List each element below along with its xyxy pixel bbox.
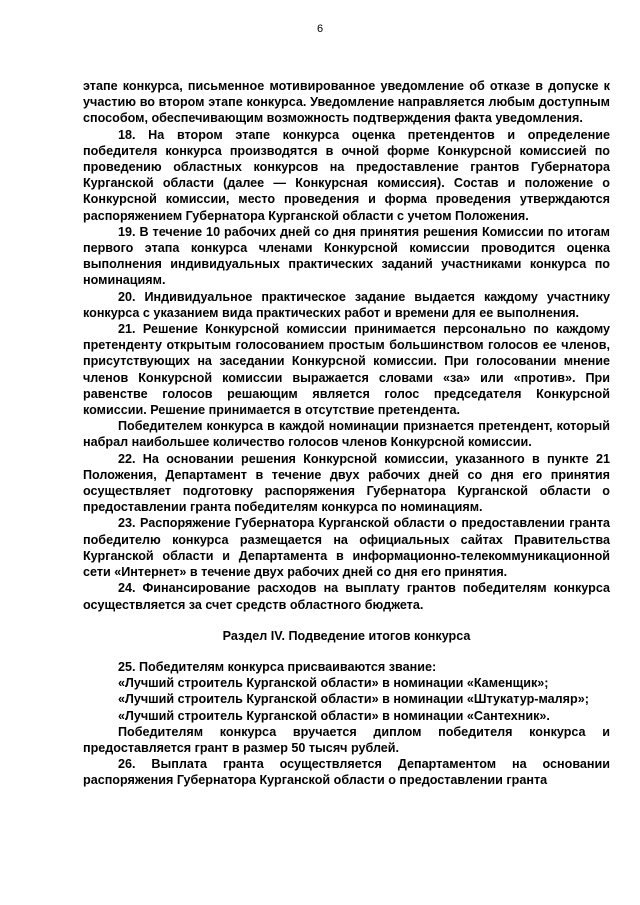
paragraph-26: 26. Выплата гранта осуществляется Департаментом на основании распоряжения Губернатора Курганской области о предоставлении гранта (83, 757, 610, 788)
paragraph-continuation: этапе конкурса, письменное мотивированное уведомление об отказе в допуске к участию во втором этапе конкурса. Уведомление направляется любым доступным способом, обеспечивающим возможность подтверждения факта уведомления. (83, 79, 610, 126)
nomination-plumber: «Лучший строитель Курганской области» в номинации «Сантехник». (118, 708, 550, 723)
paragraph-20: 20. Индивидуальное практическое задание выдается каждому участнику конкурса с указанием вида практических работ и времени для ее выполнения. (83, 289, 610, 320)
paragraph-18: 18. На втором этапе конкурса оценка претендентов и определение победителя конкурса производятся в очной форме Конкурсной комиссией по проведению областных конкурсов на предоставление грантов Губернатора Курганской области (далее — Конкурсная комиссия). Состав и положение о Конкурсной комиссии, место проведения и форма проведения утверждаются распоряжением Губернатора Курганской области с учетом Положения. (83, 127, 610, 223)
section-heading: Раздел IV. Подведение итогов конкурса (222, 628, 471, 643)
paragraph-25: 25. Победителям конкурса присваиваются звание: (118, 659, 437, 674)
paragraph-21: 21. Решение Конкурсной комиссии принимается персонально по каждому претенденту открытым голосованием простым большинством голосов ее членов, присутствующих на заседании Конкурсной комиссии. При голосовании мнение членов Конкурсной комиссии выражается словами «за» или «против». При равенстве голосов решающим является голос председателя Конкурсной комиссии. Решение принимается в отсутствие претендента. (83, 322, 610, 418)
document-body (83, 78, 610, 789)
paragraph-21-winner: Победителем конкурса в каждой номинации признается претендент, который набрал наибольшее количество голосов членов Конкурсной комиссии. (83, 419, 610, 450)
nomination-mason: «Лучший строитель Курганской области» в номинации «Каменщик»; (118, 676, 549, 691)
nomination-plasterer: «Лучший строитель Курганской области» в номинации «Штукатур-маляр»; (118, 692, 589, 707)
paragraph-19: 19. В течение 10 рабочих дней со дня принятия решения Комиссии по итогам первого этапа конкурса членами Конкурсной комиссии проводится оценка выполнения индивидуальных практических заданий участниками конкурса по номинациям. (83, 224, 610, 288)
paragraph-25-diploma: Победителям конкурса вручается диплом победителя конкурса и предоставляется грант в размер 50 тысяч рублей. (83, 724, 610, 755)
page-number: 6 (316, 23, 324, 35)
paragraph-23: 23. Распоряжение Губернатора Курганской области о предоставлении гранта победителю конкурса размещается на официальных сайтах Правительства Курганской области и Департамента в информационно-телекоммуникационной сети «Интернет» в течение двух рабочих дней со дня его принятия. (83, 516, 610, 580)
paragraph-22: 22. На основании решения Конкурсной комиссии, указанного в пункте 21 Положения, Департамент в течение двух рабочих дней со дня его принятия осуществляет подготовку распоряжения Губернатора Курганской области о предоставлении гранта победителям конкурса по номинациям. (83, 451, 610, 515)
paragraph-24: 24. Финансирование расходов на выплату грантов победителям конкурса осуществляется за счет средств областного бюджета. (83, 581, 610, 612)
